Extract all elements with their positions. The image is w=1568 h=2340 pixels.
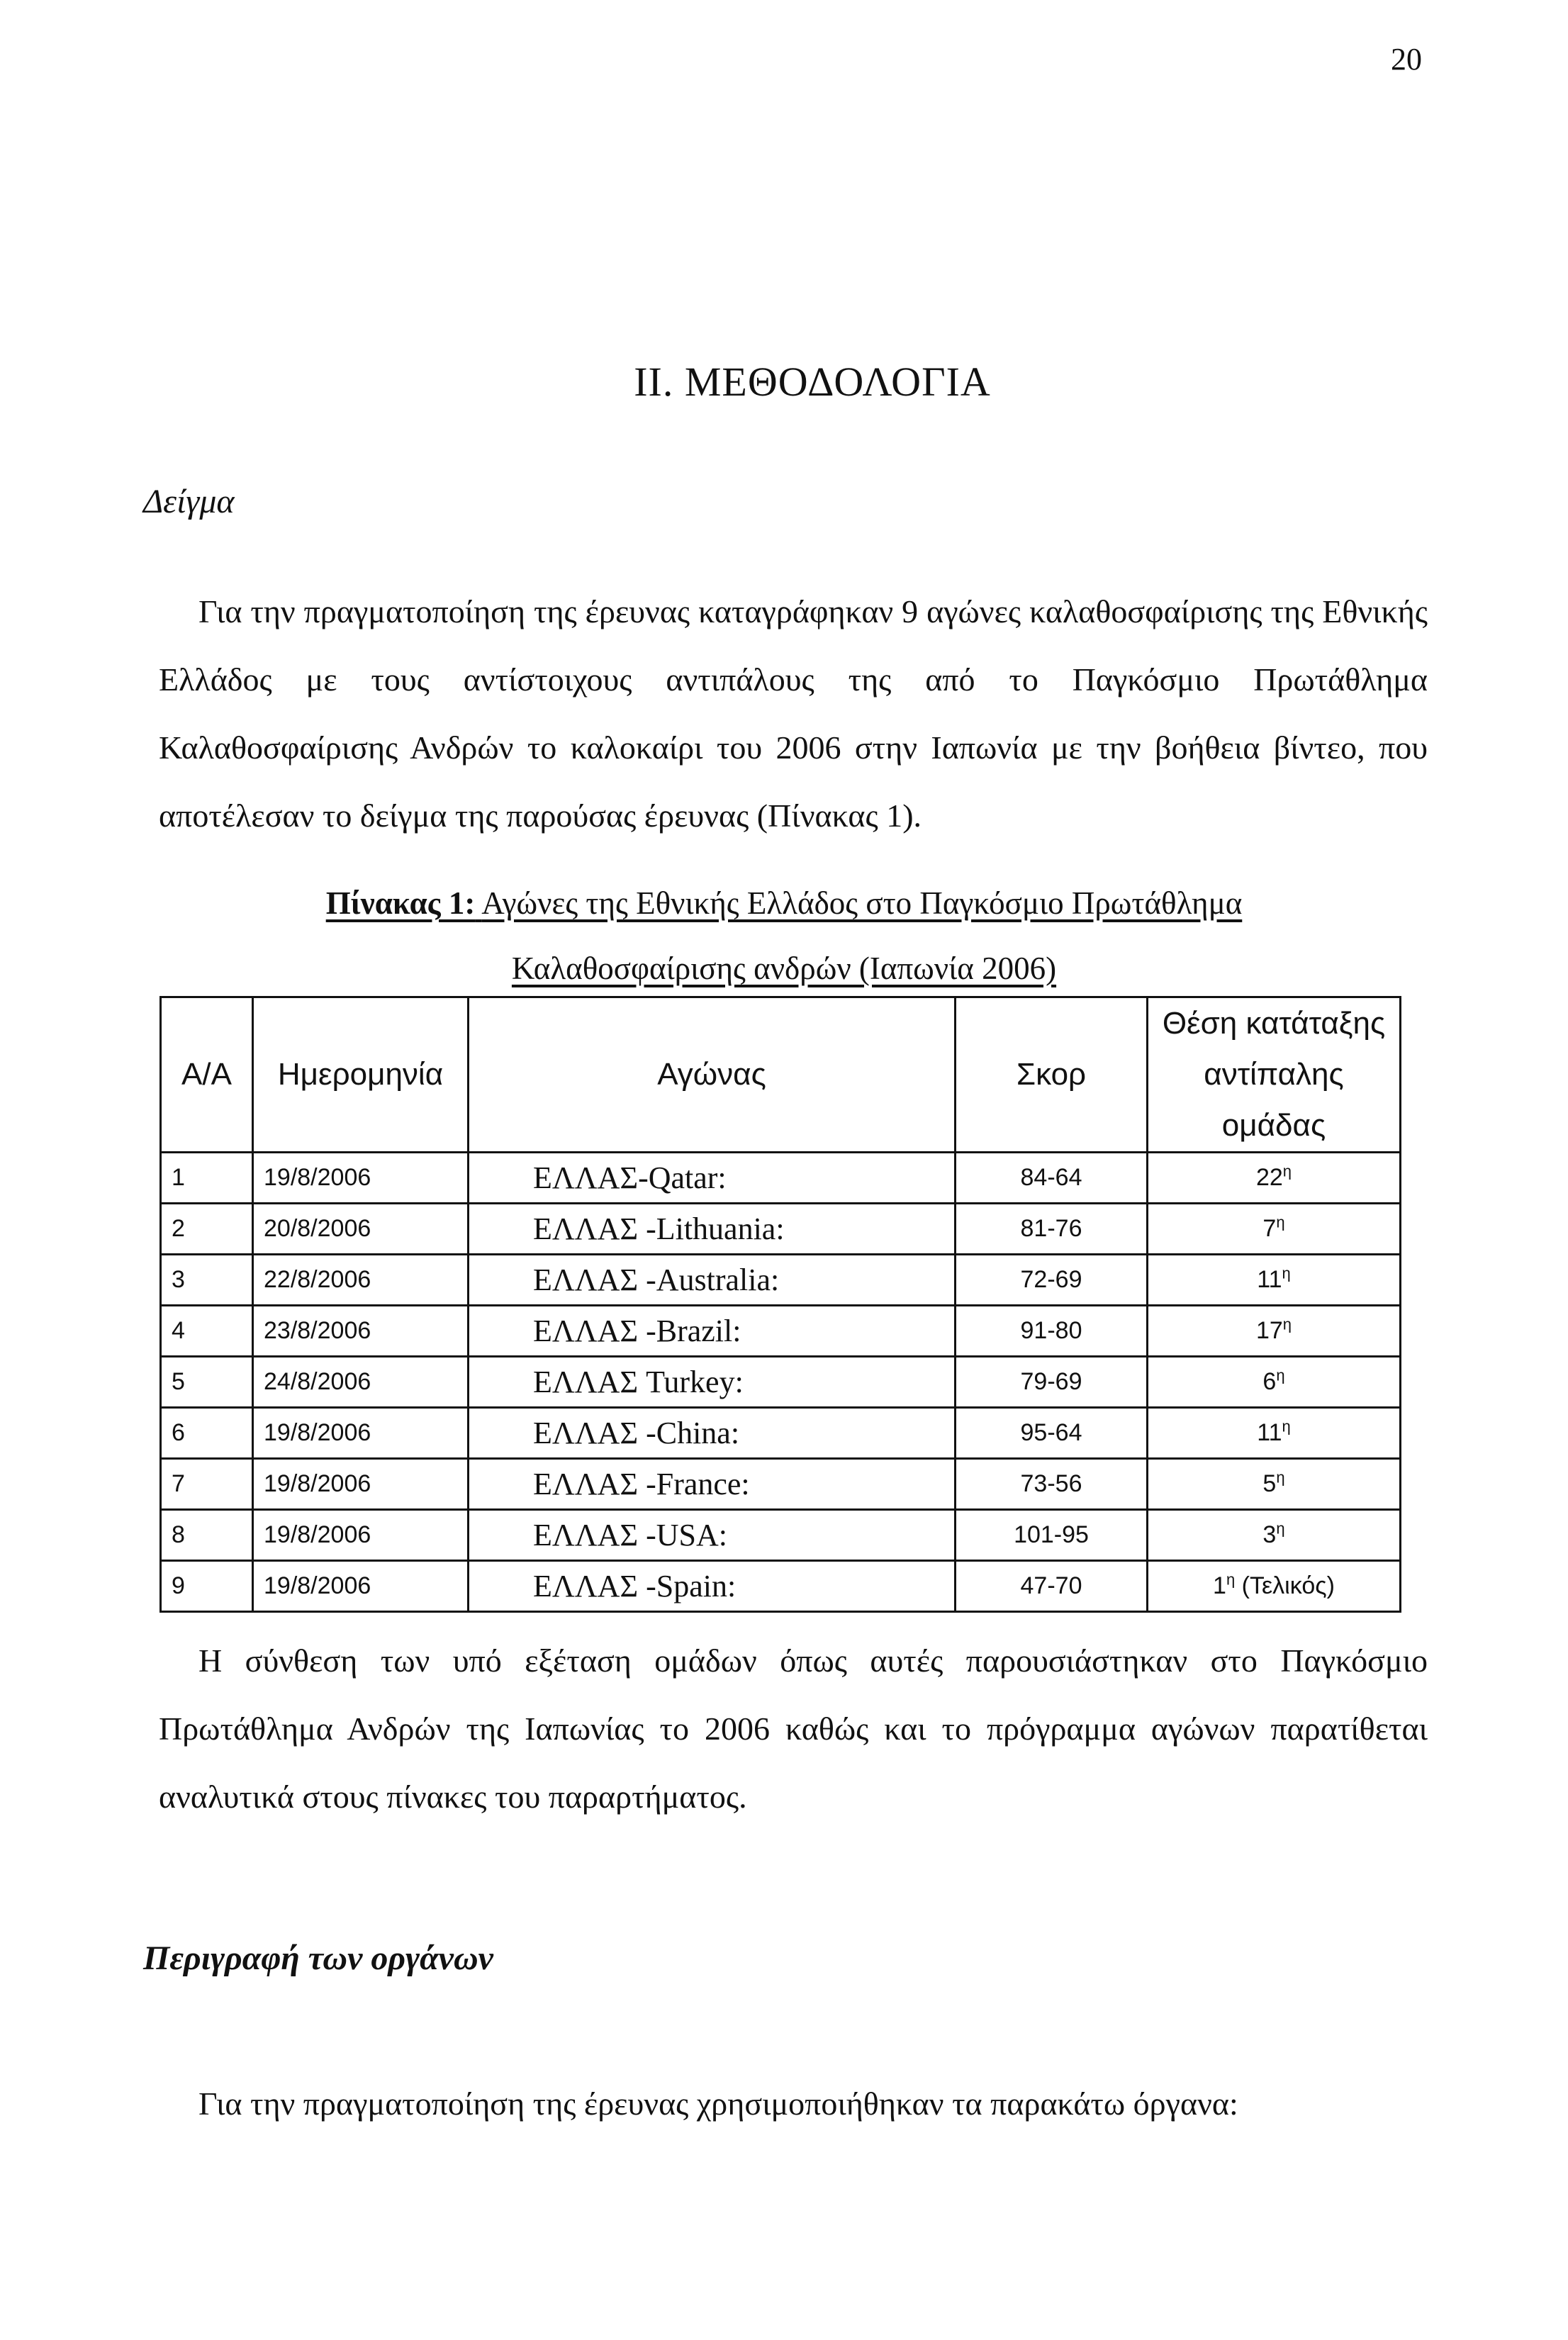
- cell-aa: 4: [161, 1306, 253, 1357]
- table-header-row: [161, 997, 1401, 1153]
- instruments-paragraph: [159, 2070, 1428, 2138]
- page-number: 20: [1391, 42, 1422, 77]
- cell-score: 72-69: [956, 1255, 1148, 1306]
- table-caption-title-line2: Καλαθοσφαίρισης ανδρών (Ιαπωνία 2006): [511, 951, 1057, 986]
- header-position: [1148, 997, 1401, 1153]
- cell-match: ΕΛΛΑΣ-Qatar:: [469, 1153, 956, 1204]
- table-row: [161, 1204, 1401, 1255]
- section-title-text: ΙΙ. ΜΕΘΟΔΟΛΟΓΙΑ: [634, 359, 991, 405]
- sample-heading: Δείγμα: [143, 483, 235, 520]
- cell-position: [1148, 1510, 1401, 1561]
- position-number: 11: [1257, 1266, 1282, 1293]
- table-body: [161, 1153, 1401, 1612]
- position-ordinal: η: [1282, 1162, 1292, 1180]
- position-ordinal: η: [1282, 1417, 1291, 1435]
- cell-date: 20/8/2006: [253, 1204, 469, 1255]
- position-ordinal: η: [1226, 1570, 1236, 1589]
- position-ordinal: η: [1282, 1264, 1291, 1282]
- table-row: [161, 1408, 1401, 1459]
- cell-aa: 1: [161, 1153, 253, 1204]
- cell-match: ΕΛΛΑΣ -Spain:: [469, 1561, 956, 1612]
- cell-position: [1148, 1306, 1401, 1357]
- header-date: Ημερομηνία: [253, 997, 469, 1153]
- section-title: [0, 358, 1568, 405]
- instruments-paragraph-text: Για την πραγματοποίηση της έρευνας χρησιμοποιήθηκαν τα παρακάτω όργανα:: [198, 2086, 1238, 2122]
- cell-date: 19/8/2006: [253, 1153, 469, 1204]
- position-number: 1: [1213, 1572, 1226, 1599]
- header-match: Αγώνας: [469, 997, 956, 1153]
- position-number: 5: [1262, 1470, 1277, 1497]
- position-ordinal: η: [1276, 1366, 1285, 1384]
- cell-score: 47-70: [956, 1561, 1148, 1612]
- cell-score: 91-80: [956, 1306, 1148, 1357]
- cell-position: [1148, 1204, 1401, 1255]
- cell-date: 24/8/2006: [253, 1357, 469, 1408]
- sample-paragraph-text: Για την πραγματοποίηση της έρευνας καταγράφηκαν 9 αγώνες καλαθοσφαίρισης της Εθνικής Ελλάδος με τους αντίστοιχους αντιπάλους της από το Παγκόσμιο Πρωτάθλημα Καλαθοσφαίρισης Ανδρών το καλοκαίρι του 2006 στην Ιαπωνία με την βοήθεια βίντεο, που αποτέλεσαν το δείγμα της παρούσας έρευνας (Πίνακας 1).: [159, 593, 1428, 834]
- position-ordinal: η: [1276, 1468, 1285, 1487]
- table-row: [161, 1510, 1401, 1561]
- cell-position: [1148, 1459, 1401, 1510]
- cell-aa: 8: [161, 1510, 253, 1561]
- table-caption-label: Πίνακας 1:: [325, 885, 476, 921]
- cell-position: [1148, 1357, 1401, 1408]
- cell-match: ΕΛΛΑΣ -Lithuania:: [469, 1204, 956, 1255]
- table-caption-title-line1: Αγώνες της Εθνικής Ελλάδος στο Παγκόσμιο Πρωτάθλημα: [481, 885, 1243, 921]
- cell-aa: 3: [161, 1255, 253, 1306]
- table-caption-line2: [0, 936, 1568, 1001]
- cell-match: ΕΛΛΑΣ -USA:: [469, 1510, 956, 1561]
- cell-date: 19/8/2006: [253, 1408, 469, 1459]
- cell-position: [1148, 1408, 1401, 1459]
- table-row: [161, 1306, 1401, 1357]
- composition-paragraph-text: Η σύνθεση των υπό εξέταση ομάδων όπως αυτές παρουσιάστηκαν στο Παγκόσμιο Πρωτάθλημα Ανδρών της Ιαπωνίας το 2006 καθώς και το πρόγραμμα αγώνων παρατίθεται αναλυτικά στους πίνακες του παραρτήματος.: [159, 1642, 1428, 1815]
- sample-paragraph: [159, 578, 1428, 850]
- table-caption: [0, 870, 1568, 1001]
- cell-position: [1148, 1561, 1401, 1612]
- cell-date: 23/8/2006: [253, 1306, 469, 1357]
- cell-date: 19/8/2006: [253, 1561, 469, 1612]
- position-number: 22: [1255, 1164, 1283, 1191]
- matches-table: [159, 996, 1401, 1613]
- table-row: [161, 1153, 1401, 1204]
- position-note: (Τελικός): [1235, 1572, 1335, 1599]
- table-row: [161, 1357, 1401, 1408]
- cell-match: ΕΛΛΑΣ -Australia:: [469, 1255, 956, 1306]
- header-aa: Α/Α: [161, 997, 253, 1153]
- cell-score: 73-56: [956, 1459, 1148, 1510]
- cell-aa: 6: [161, 1408, 253, 1459]
- header-position-line1: Θέση κατάταξης: [1162, 1006, 1386, 1041]
- position-ordinal: η: [1276, 1519, 1285, 1538]
- cell-score: 101-95: [956, 1510, 1148, 1561]
- table-row: [161, 1255, 1401, 1306]
- position-number: 7: [1262, 1215, 1277, 1242]
- header-position-line2: αντίπαλης ομάδας: [1204, 1057, 1344, 1143]
- cell-date: 19/8/2006: [253, 1459, 469, 1510]
- cell-date: 22/8/2006: [253, 1255, 469, 1306]
- cell-score: 79-69: [956, 1357, 1148, 1408]
- cell-aa: 9: [161, 1561, 253, 1612]
- cell-aa: 2: [161, 1204, 253, 1255]
- table-caption-line1: [0, 870, 1568, 936]
- cell-score: 84-64: [956, 1153, 1148, 1204]
- position-ordinal: η: [1276, 1213, 1285, 1231]
- cell-position: [1148, 1153, 1401, 1204]
- cell-score: 95-64: [956, 1408, 1148, 1459]
- cell-match: ΕΛΛΑΣ -China:: [469, 1408, 956, 1459]
- cell-aa: 7: [161, 1459, 253, 1510]
- table-row: [161, 1459, 1401, 1510]
- header-score: Σκορ: [956, 997, 1148, 1153]
- position-number: 6: [1262, 1368, 1277, 1395]
- instruments-heading: Περιγραφή των οργάνων: [143, 1939, 493, 1977]
- position-number: 3: [1262, 1521, 1277, 1548]
- cell-score: 81-76: [956, 1204, 1148, 1255]
- position-ordinal: η: [1282, 1315, 1292, 1333]
- cell-date: 19/8/2006: [253, 1510, 469, 1561]
- position-number: 11: [1257, 1419, 1282, 1446]
- table-row: [161, 1561, 1401, 1612]
- cell-match: ΕΛΛΑΣ -France:: [469, 1459, 956, 1510]
- position-number: 17: [1255, 1317, 1283, 1344]
- cell-position: [1148, 1255, 1401, 1306]
- cell-match: ΕΛΛΑΣ Turkey:: [469, 1357, 956, 1408]
- cell-aa: 5: [161, 1357, 253, 1408]
- cell-match: ΕΛΛΑΣ -Brazil:: [469, 1306, 956, 1357]
- composition-paragraph: [159, 1627, 1428, 1831]
